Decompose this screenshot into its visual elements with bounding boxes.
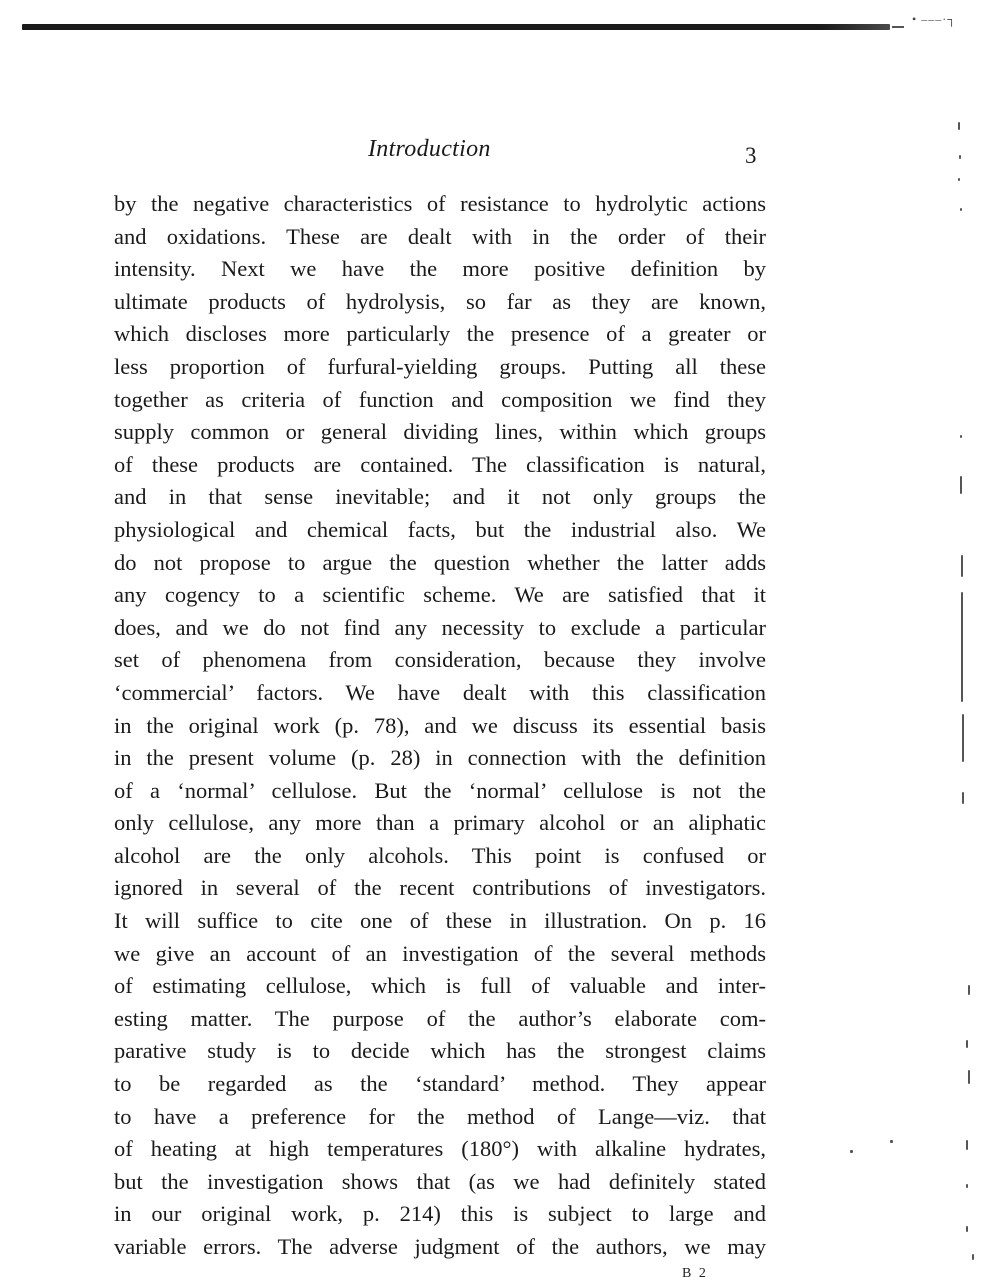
text-line: of estimating cellulose, which is full of valuable and inter- xyxy=(114,973,766,999)
text-line: physiological and chemical facts, but the industrial also. We xyxy=(114,516,766,542)
text-line: together as criteria of function and composition we find they xyxy=(114,386,766,412)
text-line: supply common or general dividing lines, within which groups xyxy=(114,419,766,445)
text-line: It will suffice to cite one of these in illustration. On p. 16 xyxy=(114,908,766,934)
text-line: ‘commercial’ factors. We have dealt with this classification xyxy=(114,679,766,705)
text-line: which discloses more particularly the presence of a greater or xyxy=(114,321,766,347)
text-line: to have a preference for the method of Lange—viz. that xyxy=(114,1103,766,1129)
scan-speck xyxy=(966,1040,968,1048)
scan-speck xyxy=(962,792,964,804)
text-line: set of phenomena from consideration, because they involve xyxy=(114,647,766,673)
scan-speck xyxy=(890,1140,893,1143)
text-line: ultimate products of hydrolysis, so far as they are known, xyxy=(114,288,766,314)
scan-speck xyxy=(966,1184,968,1188)
scan-speck xyxy=(850,1150,853,1153)
text-line: to be regarded as the ‘standard’ method. They appear xyxy=(114,1071,766,1097)
scan-speck xyxy=(960,476,962,494)
text-line: of these products are contained. The classification is natural, xyxy=(114,451,766,477)
text-line: by the negative characteristics of resistance to hydrolytic actions xyxy=(114,191,766,216)
text-line: and in that sense inevitable; and it not only groups the xyxy=(114,484,766,510)
scan-speck xyxy=(958,178,960,181)
text-line: alcohol are the only alcohols. This point is confused or xyxy=(114,842,766,868)
scan-speck xyxy=(958,122,960,130)
text-line: variable errors. The adverse judgment of the authors, we may xyxy=(114,1234,766,1259)
text-line: but the investigation shows that (as we had definitely stated xyxy=(114,1168,766,1194)
scan-speck xyxy=(966,1140,968,1150)
signature-mark: B 2 xyxy=(682,1266,708,1281)
text-line: in the present volume (p. 28) in connection with the definition xyxy=(114,745,766,771)
text-line: only cellulose, any more than a primary alcohol or an aliphatic xyxy=(114,810,766,836)
body-text xyxy=(114,188,766,1264)
text-line: of a ‘normal’ cellulose. But the ‘normal’ cellulose is not the xyxy=(114,777,766,803)
text-line: any cogency to a scientific scheme. We are satisfied that it xyxy=(114,582,766,608)
scan-speck xyxy=(968,985,970,995)
top-rule xyxy=(22,24,890,30)
scan-speck xyxy=(972,1254,974,1260)
text-line: intensity. Next we have the more positive definition by xyxy=(114,256,766,282)
scan-speck xyxy=(959,155,961,159)
text-line: ignored in several of the recent contributions of investigators. xyxy=(114,875,766,901)
scan-speck xyxy=(962,714,964,762)
scan-speck xyxy=(961,555,963,577)
text-line: of heating at high temperatures (180°) with alkaline hydrates, xyxy=(114,1136,766,1162)
text-line: does, and we do not find any necessity to exclude a particular xyxy=(114,614,766,640)
text-line: in the original work (p. 78), and we discuss its essential basis xyxy=(114,712,766,738)
text-line: parative study is to decide which has the strongest claims xyxy=(114,1038,766,1064)
page-number: 3 xyxy=(745,143,757,168)
scan-speck xyxy=(961,592,963,702)
text-line: less proportion of furfural-yielding groups. Putting all these xyxy=(114,353,766,379)
scan-speck xyxy=(968,1070,970,1084)
text-line: do not propose to argue the question whether the latter adds xyxy=(114,549,766,575)
scan-speck xyxy=(960,435,962,438)
scan-speck xyxy=(966,1226,968,1232)
text-line: and oxidations. These are dealt with in the order of their xyxy=(114,223,766,249)
top-rule-tail xyxy=(892,26,904,28)
text-line: in our original work, p. 214) this is subject to large and xyxy=(114,1201,766,1227)
corner-mark: • ‒‒‒·┐ xyxy=(912,12,957,26)
text-line: we give an account of an investigation of the several methods xyxy=(114,940,766,966)
scan-speck xyxy=(960,208,962,211)
running-head: Introduction xyxy=(368,136,491,162)
text-line: esting matter. The purpose of the author’s elaborate com- xyxy=(114,1005,766,1031)
